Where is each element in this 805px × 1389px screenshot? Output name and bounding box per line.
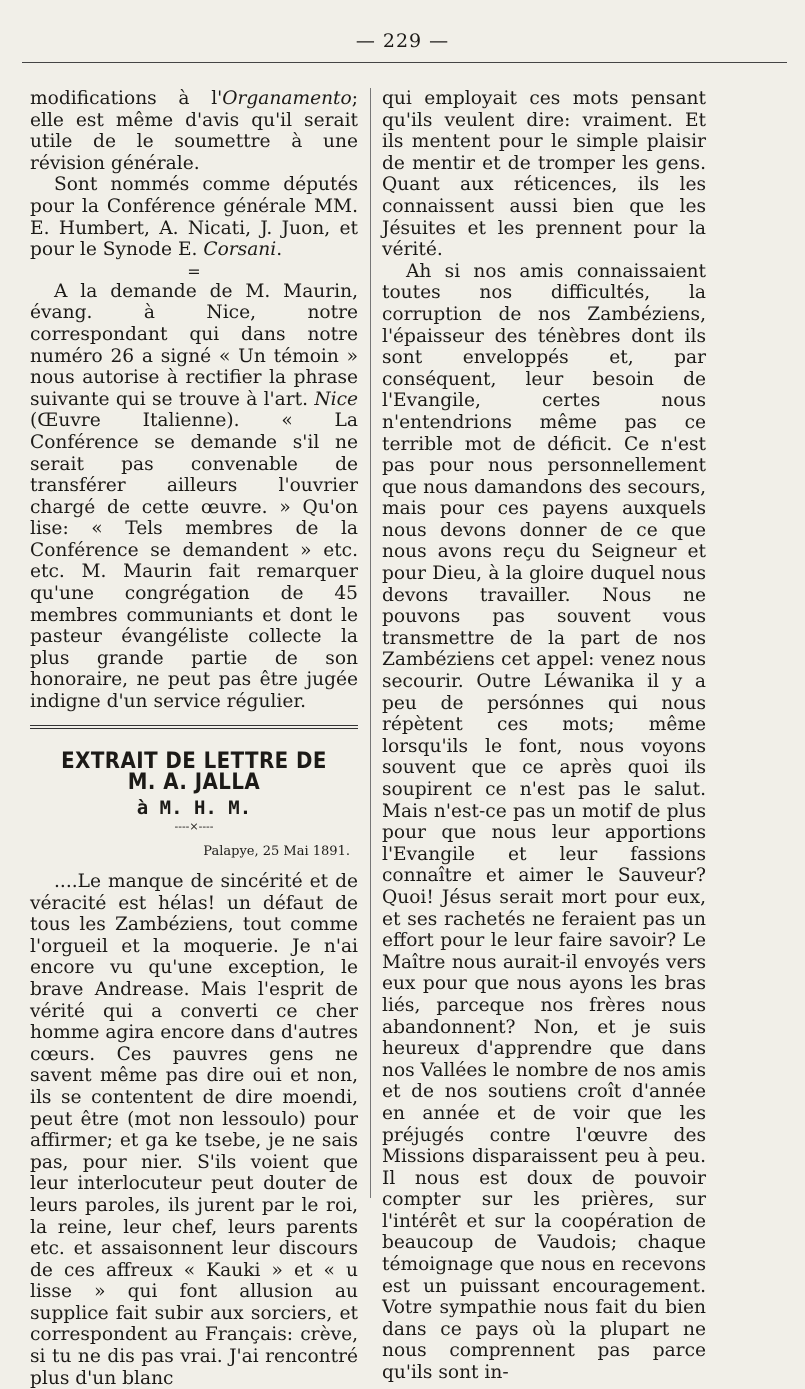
section-separator: = bbox=[187, 261, 201, 281]
header-rule bbox=[22, 62, 787, 63]
paragraph-correction: A la demande de M. Maurin, évang. à Nice, notre correspondant qui dans notre numéro 26 a signé « Un témoin » nous autorise à rectifier la phrase suivante qui se trouve à l'art. Nice (Œuvre Italienne). « La Conférence se demande s'il ne serait pas convenable de transférer ailleurs l'ouvrier chargé de cette œuvre. » Qu'on lise: « Tels membres de la Conférence se demandent » etc. etc. M. Maurin fait remarquer qu'une congrégation de 45 membres communiants et dont le pasteur évangéliste collecte la plus grande partie de son honoraire, ne peut pas être jugée indigne d'un service régulier. bbox=[30, 280, 358, 713]
article-heading: EXTRAIT DE LETTRE DE M. A. JALLA bbox=[61, 748, 327, 796]
left-column bbox=[30, 88, 358, 1389]
column-divider bbox=[370, 88, 371, 1198]
article-subheading: à M. H. M. bbox=[136, 796, 252, 819]
dateline: Palapye, 25 Mai 1891. bbox=[203, 844, 350, 860]
right-column bbox=[382, 88, 706, 1384]
paragraph-appeal: Ah si nos amis connaissaient toutes nos difficultés, la corruption de nos Zambéziens, l'épaisseur des ténèbres dont ils sont enveloppés et, par conséquent, leur besoin de l'Evangile, certes nous n'entendrions même pas ce terrible mot de déficit. Ce n'est pas pour nous personnellement que nous damandons des secours, mais pour ces payens auxquels nous devons donner de ce que nous avons reçu du Seigneur et pour Dieu, à la gloire duquel nous devons travailler. Nous ne pouvons pas souvent vous transmettre de la part de nos Zambéziens cet appel: venez nous secourir. Outre Léwanika il y a peu de persónnes qui nous répètent ces mots; même lorsqu'ils le font, nous voyons souvent que ce après quoi ils soupirent ce n'est pas le salut. Mais n'est-ce pas un motif de plus pour que nous leur apportions l'Evangile et leur fassions connaître et aimer le Sauveur? Quoi! Jésus serait mort pour eux, et ses rachetés ne feraient pas un effort pour le leur faire savoir? Le Maître nous aurait-il envoyés vers eux pour que nous ayons les bras liés, parceque nos frères nous abandonnent? Non, et je suis heureux d'apprendre que dans nos Vallées le nombre de nos amis et de nos soutiens croît d'année en année et de voir que les préjugés contre l'œuvre des Missions disparaissent peu à peu. Il nous est doux de pouvoir compter sur les prières, sur l'intérêt et sur la coopération de beaucoup de Vaudois; chaque témoignage que nous en recevons est un puissant encouragement. Votre sympathie nous fait du bien dans ce pays où la plupart ne nous comprennent pas parce qu'ils sont in- bbox=[382, 260, 706, 1384]
article-body: ....Le manque de sincérité et de véracité est hélas! un défaut de tous les Zambéziens, tout comme l'orgueil et la moquerie. Je n'ai encore vu qu'une exception, le brave Andrease. Mais l'esprit de vérité qui a converti ce cher homme agira encore dans d'autres cœurs. Ces pauvres gens ne savent même pas dire oui et non, ils se contentent de dire moendi, peut être (mot non lessoulo) pour affirmer; et ga ke tsebe, je ne sais pas, pour nier. S'ils voient que leur interlocuteur peut douter de leurs paroles, ils jurent par le roi, la reine, leur chef, leurs parents etc. et assaisonnent leur discours de ces affreux « Kauki » et « u lisse » qui font allusion au supplice fait subir aux sorciers, et correspondent au Français: crève, si tu ne dis pas vrai. J'ai rencontré plus d'un blanc bbox=[30, 871, 358, 1389]
paragraph-deputies: Sont nommés comme députés pour la Conférence générale MM. E. Humbert, A. Nicati, J. Juon, et pour le Synode E. Corsani. bbox=[30, 174, 358, 261]
page-number: — 229 — bbox=[355, 30, 450, 52]
paragraph-revision: modifications à l'Organamento; elle est même d'avis qu'il serait utile de le soumettre à une révision générale. bbox=[30, 88, 358, 174]
paragraph-continuation: qui employait ces mots pensant qu'ils veulent dire: vraiment. Et ils mentent pour le simple plaisir de mentir et de tromper les gens. Quant aux réticences, ils les connaissent aussi bien que les Jésuites et les prennent pour la vérité. bbox=[382, 88, 706, 261]
article-divider bbox=[30, 725, 358, 729]
ornament: ----×---- bbox=[174, 820, 214, 834]
